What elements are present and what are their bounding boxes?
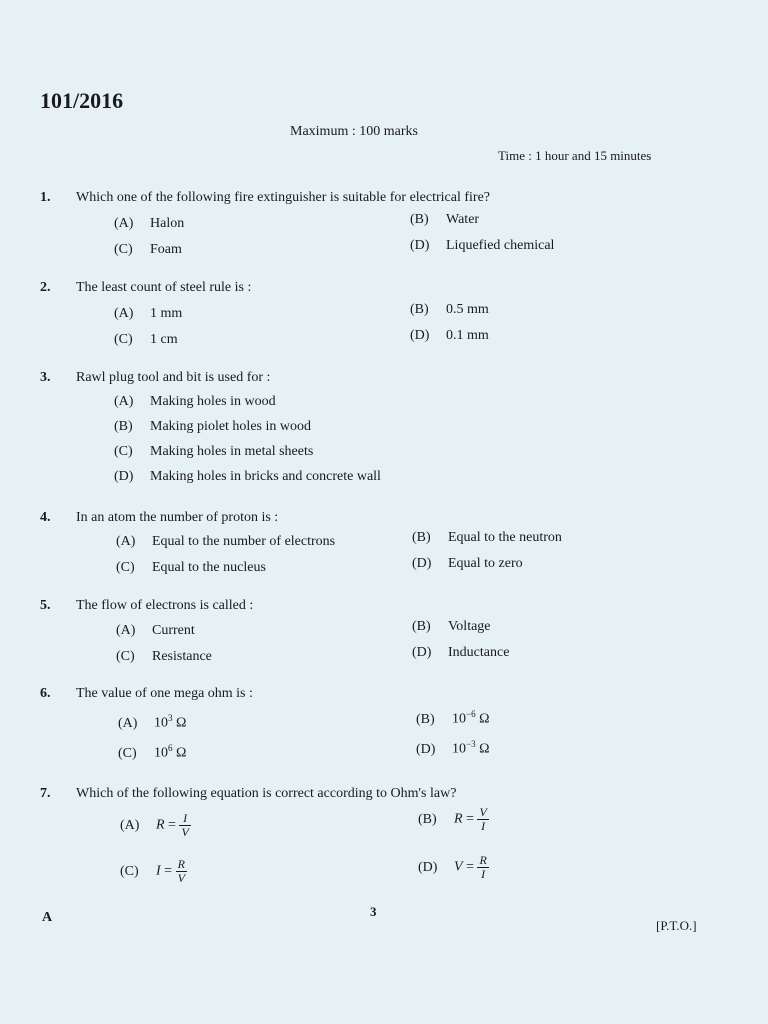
question-number: 3. xyxy=(40,370,51,385)
question-number: 1. xyxy=(40,190,51,205)
option-a: (A) Equal to the number of electrons xyxy=(116,534,336,549)
option-d: (D) $10^{-3}$ Ω xyxy=(416,739,490,757)
option-d: (D) Inductance xyxy=(412,645,510,660)
time-allowed: Time : 1 hour and 15 minutes xyxy=(498,148,652,163)
option-c: (C) I = $\frac{R}{V}$ xyxy=(120,857,185,885)
option-c: (C) Foam xyxy=(114,242,182,257)
question-text: The flow of electrons is called : xyxy=(76,598,254,613)
question-text: In an atom the number of proton is : xyxy=(76,510,279,525)
option-a: (A) Making holes in wood xyxy=(114,394,276,409)
option-d: (D) Equal to zero xyxy=(412,556,523,571)
option-b: (B) Water xyxy=(410,212,480,227)
option-c: (C) $10^6$ Ω xyxy=(118,743,187,761)
option-d: (D) 0.1 mm xyxy=(410,328,489,343)
option-c: (C) Resistance xyxy=(116,649,212,664)
option-a: (A) Halon xyxy=(114,216,185,231)
option-b: (B) Equal to the neutron xyxy=(412,530,562,545)
option-b: (B) R = $\frac{V}{I}$ xyxy=(418,805,487,833)
pto-note: [P.T.O.] xyxy=(656,918,697,933)
option-a: (A) 1 mm xyxy=(114,306,183,321)
option-b: (B) Making piolet holes in wood xyxy=(114,419,311,434)
question-number: 4. xyxy=(40,510,51,525)
option-a: (A) Current xyxy=(116,623,195,638)
option-d: (D) Making holes in bricks and concrete wall xyxy=(114,469,381,484)
question-number: 7. xyxy=(40,786,51,801)
option-d: (D) Liquefied chemical xyxy=(410,238,555,253)
question-text: Rawl plug tool and bit is used for : xyxy=(76,370,271,385)
question-text: Which one of the following fire extinguisher is suitable for electrical fire? xyxy=(76,190,491,205)
question-text: The least count of steel rule is : xyxy=(76,280,252,295)
series-letter: A xyxy=(42,910,53,925)
page-number: 3 xyxy=(370,904,377,919)
option-a: (A) $10^3$ Ω xyxy=(118,713,187,731)
maximum-marks: Maximum : 100 marks xyxy=(290,124,418,139)
option-c: (C) Equal to the nucleus xyxy=(116,560,266,575)
option-d: (D) V = $\frac{R}{I}$ xyxy=(418,853,487,881)
paper-code: 101/2016 xyxy=(40,88,124,113)
option-b: (B) $10^{-6}$ Ω xyxy=(416,709,490,727)
question-number: 6. xyxy=(40,686,51,701)
question-text: The value of one mega ohm is : xyxy=(76,686,253,701)
question-number: 5. xyxy=(40,598,51,613)
option-a: (A) R = $\frac{I}{V}$ xyxy=(120,811,189,839)
option-b: (B) Voltage xyxy=(412,619,491,634)
question-number: 2. xyxy=(40,280,51,295)
option-b: (B) 0.5 mm xyxy=(410,302,489,317)
question-text: Which of the following equation is correct according to Ohm's law? xyxy=(76,786,457,801)
option-c: (C) Making holes in metal sheets xyxy=(114,444,314,459)
option-c: (C) 1 cm xyxy=(114,332,178,347)
